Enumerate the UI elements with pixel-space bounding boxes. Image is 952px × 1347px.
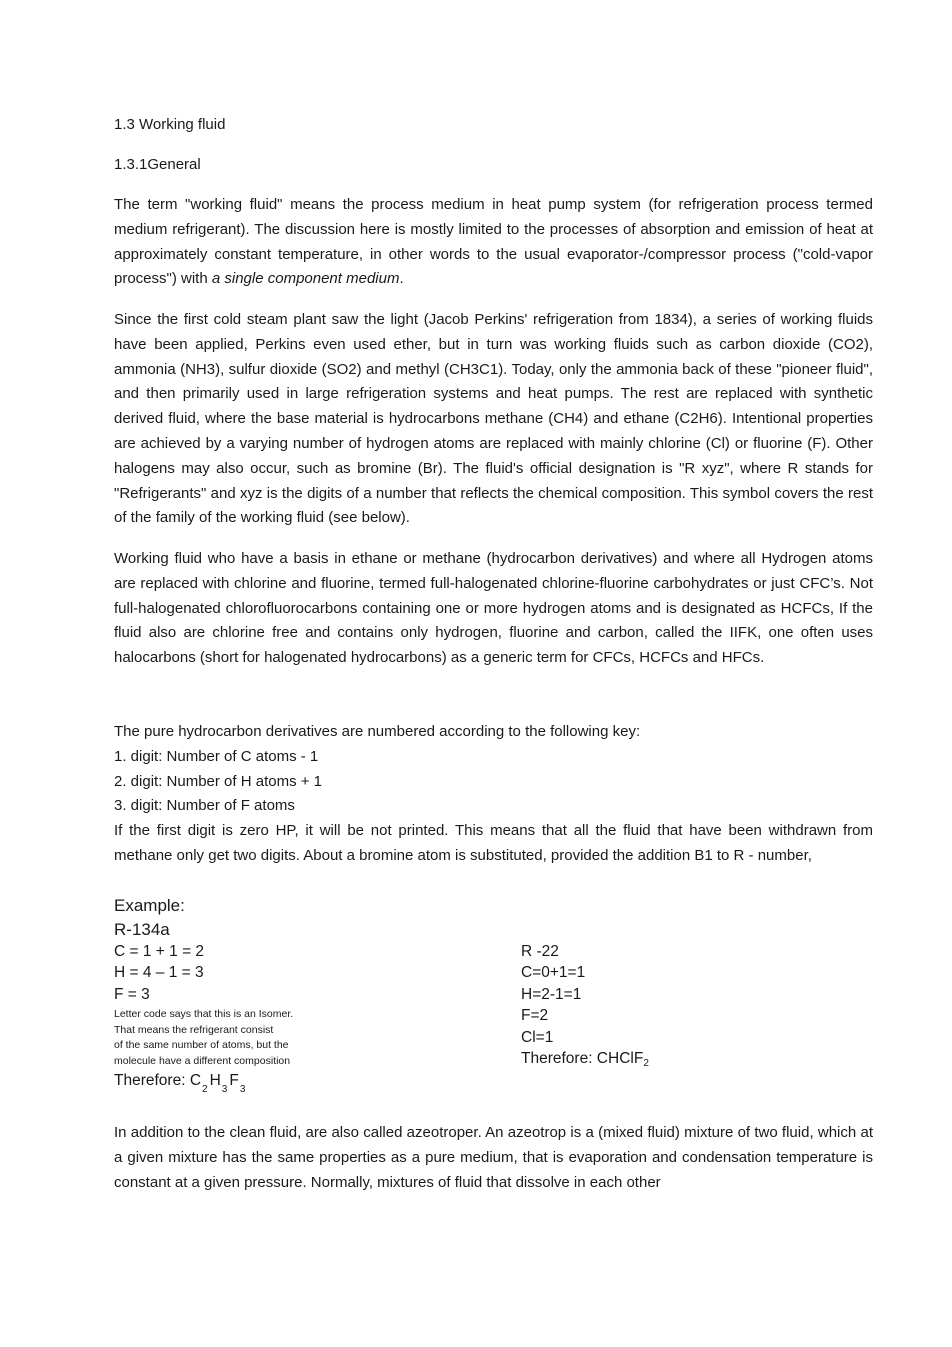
formula-subscript: 2	[202, 1084, 208, 1096]
key-item: 1. digit: Number of C atoms - 1	[114, 747, 319, 765]
emphasis-single-component: a single component medium	[211, 270, 400, 288]
key-item: 3. digit: Number of F atoms	[114, 797, 295, 815]
paragraph-cfc	[114, 547, 873, 671]
example-r22-line: C=0+1=1	[521, 964, 586, 982]
paragraph-azeotrope	[114, 1121, 873, 1195]
paragraph-digits	[114, 819, 873, 869]
isomer-note-line: molecule have a different composition	[114, 1054, 291, 1067]
example-r22-line: H=2-1=1	[521, 985, 582, 1003]
r22-therefore: Therefore: CHClF	[521, 1050, 644, 1068]
paragraph-azeotrope-text: In addition to the clean fluid, are also called azeotroper. An azeotrop is a (mixed fluid) mixture of two fluid, which at a given mixture has the same properties as a pure medium, that is evaporation and condensation temperature is constant at a given pressure. Normally, mixtures of fluid that dissolve in each other	[114, 1124, 873, 1191]
example-r134a-line: F = 3	[114, 985, 150, 1003]
formula-subscript: 3	[239, 1084, 246, 1096]
paragraph-digits-text: If the first digit is zero HP, it will be not printed. This means that all the fluid that have been withdrawn from methane only get two digits. About a bromine atom is substituted, provided the addition B1 to R - number,	[114, 822, 873, 864]
r22-formula	[521, 1048, 649, 1074]
formula-element: C	[189, 1072, 202, 1090]
paragraph-cfc-text: Working fluid who have a basis in ethane or methane (hydrocarbon derivatives) and where all Hydrogen atoms are replaced with chlorine and fluorine, termed full-halogenated chlorine-fluorine carbohydrates or just CFC’s. Not full-halogenated chlorofluorocarbons containing one or more hydrogen atoms and is designated as HCFCs, If the fluid also are chlorine free and contains only hydrogen, fluorine and carbon, called the IIFK, one often uses halocarbons (short for halogenated hydrocarbons) as a generic term for CFCs, HCFCs and HFCs.	[114, 550, 873, 667]
isomer-note-line: of the same number of atoms, but the	[114, 1039, 289, 1052]
example-r22-line: F=2	[521, 1007, 549, 1025]
isomer-note-line: Letter code says that this is an Isomer.	[114, 1008, 294, 1021]
formula-subscript: 2	[643, 1058, 649, 1070]
therefore-label: Therefore:	[114, 1072, 190, 1090]
example-r22-line: Cl=1	[521, 1028, 554, 1046]
isomer-note	[114, 1007, 293, 1069]
example-r134a-line: H = 4 – 1 = 3	[114, 964, 204, 982]
example-r134a	[114, 941, 293, 1094]
formula-subscript: 3	[221, 1084, 228, 1096]
example-r134a-title: R-134a	[114, 920, 170, 939]
formula-element: F	[229, 1072, 239, 1090]
example-r22-line: R -22	[521, 943, 559, 960]
formula-element: H	[209, 1072, 221, 1090]
key-intro: The pure hydrocarbon derivatives are numbered according to the following key:	[114, 723, 641, 740]
example-r134a-line: C = 1 + 1 = 2	[114, 943, 205, 960]
paragraph-general	[114, 193, 873, 292]
section-heading: 1.3 Working fluid	[114, 116, 226, 133]
paragraph-history-text: Since the first cold steam plant saw the light (Jacob Perkins' refrigeration from 1834), a series of working fluids have been applied, Perkins even used ether, but in turn was working fluids such as carbon dioxide (CO2), ammonia (NH3), sulfur dioxide (SO2) and methyl (CH3C1). Today, only the ammonia back of these "pioneer fluid", and then primarily used in large refrigeration systems and heat pumps. The rest are replaced with synthetic derived fluid, where the base material is hydrocarbons methane (CH4) and ethane (C2H6). Intentional properties are achieved by a varying number of hydrogen atoms are replaced with mainly chlorine (Cl) or fluorine (F). Other halogens may also occur, such as bromine (Br). The fluid's official designation is "R xyz", where R stands for "Refrigerants" and xyz is the digits of a number that reflects the chemical composition. This symbol covers the rest of the family of the working fluid (see below).	[114, 311, 873, 527]
r134a-formula	[114, 1070, 293, 1096]
paragraph-general-end: .	[399, 270, 404, 288]
key-item: 2. digit: Number of H atoms + 1	[114, 772, 323, 790]
example-label: Example:	[114, 896, 185, 915]
paragraph-history	[114, 308, 873, 531]
subsection-heading: 1.3.1General	[114, 156, 201, 173]
paragraph-general-text: The term "working fluid" means the process medium in heat pump system (for refrigeration process termed medium refrigerant). The discussion here is mostly limited to the processes of absorption and emission of heat at approximately constant temperature, in other words to the usual evaporator-/compressor process ("cold-vapor process") with	[114, 196, 873, 288]
isomer-note-line: That means the refrigerant consist	[114, 1023, 274, 1036]
example-r22	[521, 941, 649, 1074]
